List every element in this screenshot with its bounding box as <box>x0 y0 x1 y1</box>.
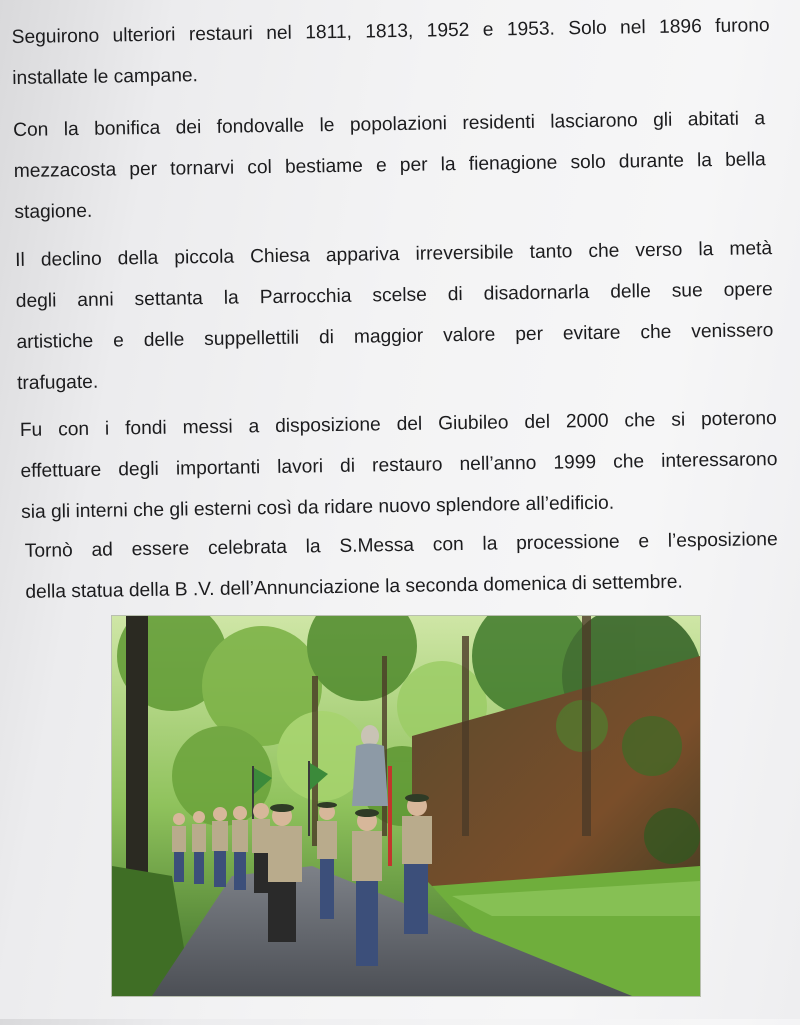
text-line: installate le campane. <box>12 65 199 90</box>
text-line: sia gli interni che gli esterni così da ridare nuovo splendore all’edificio. <box>20 492 615 523</box>
procession-photo <box>112 616 700 996</box>
text-line: Tornò ad essere celebrata la S.Messa con la processione e l’esposizione <box>24 529 778 562</box>
paragraph-3 <box>15 228 774 404</box>
procession-photo-illustration <box>112 616 700 996</box>
text-line: Seguirono ulteriori restauri nel 1811, 1813, 1952 e 1953. Solo nel 1896 furono <box>11 15 770 49</box>
text-line: effettuare degli importanti lavori di restauro nell’anno 1999 che interessarono <box>20 449 778 482</box>
text-line: della statua della B .V. dell’Annunciazione la seconda domenica di settembre. <box>25 571 683 603</box>
paragraph-1 <box>11 5 770 99</box>
text-line: mezzacosta per tornarvi col bestiame e per la fienagione solo durante la bella <box>13 149 766 183</box>
text-line: trafugate. <box>16 371 99 394</box>
text-line: degli anni settanta la Parrocchia scelse di disadornarla delle sue opere <box>15 279 773 313</box>
text-line: Con la bonifica dei fondovalle le popolazioni residenti lasciarono gli abitati a <box>12 108 766 142</box>
text-line: stagione. <box>14 200 93 224</box>
text-line: artistiche e delle suppellettili di maggior valore per evitare che venissero <box>16 320 774 354</box>
text-line: Fu con i fondi messi a disposizione del Giubileo del 2000 che si poterono <box>19 408 777 441</box>
text-line: Il declino della piccola Chiesa appariva irreversibile tanto che verso la metà <box>15 238 773 272</box>
paragraph-4 <box>20 398 779 533</box>
paragraph-5 <box>24 519 778 613</box>
paragraph-2 <box>13 98 767 233</box>
